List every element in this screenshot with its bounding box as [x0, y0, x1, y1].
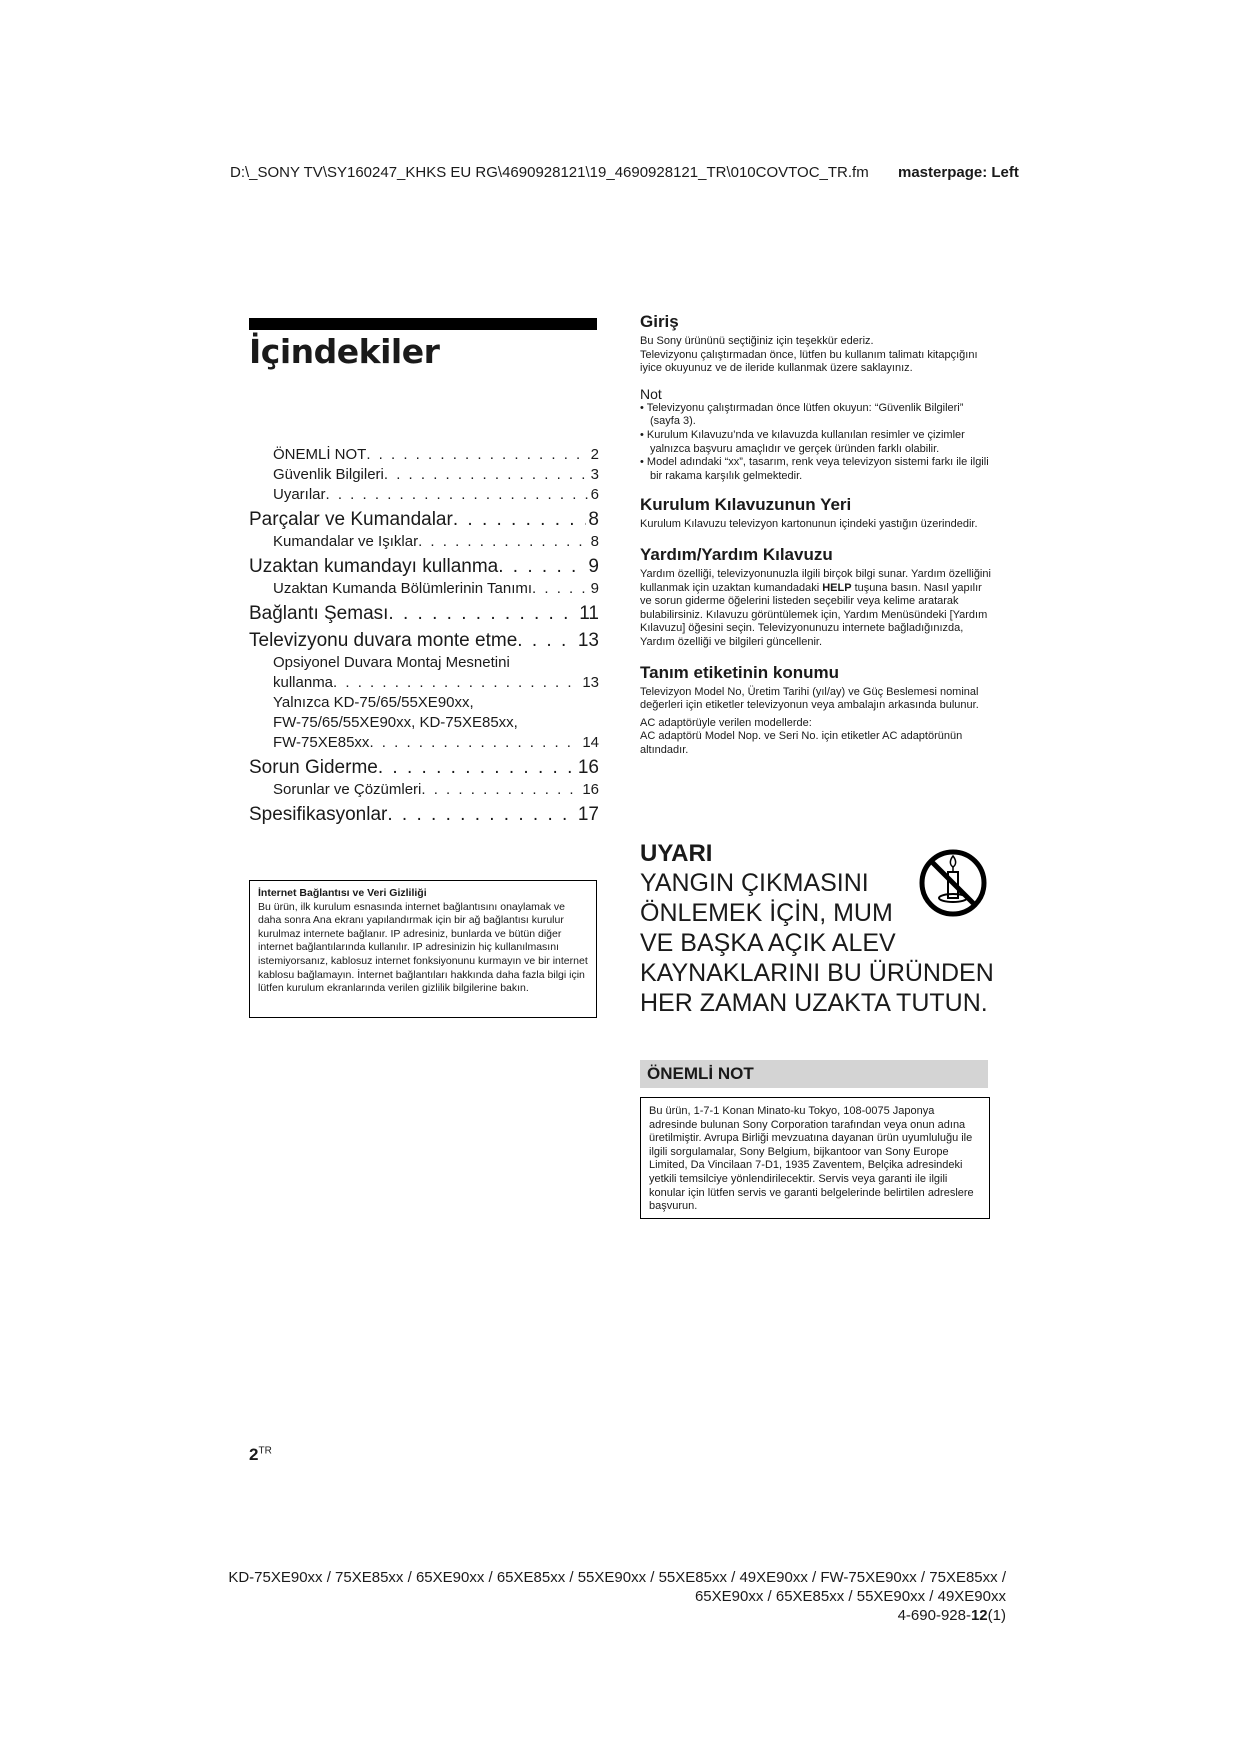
model-footer [228, 1568, 1006, 1625]
note-list [640, 402, 992, 484]
label-p1: Televizyon Model No, Üretim Tarihi (yıl/ay) ve Güç Beslemesi nominal değerleri için etiketler televizyonun veya ambalajın arkasında bulunur. [640, 685, 979, 712]
footer-line2: 65XE90xx / 65XE85xx / 55XE90xx / 49XE90xx [694, 1588, 1006, 1605]
intro-p2: Televizyonu çalıştırmadan önce, lütfen bu kullanım talimatı kitapçığını iyice okuyunuz ve de ileride kullanmak üzere saklayınız. [640, 348, 978, 375]
toc-item[interactable]: FW-75XE85xx . . . 14 [249, 733, 599, 753]
privacy-body: Bu ürün, ilk kurulum esnasında internet bağlantısını onaylamak ve daha sonra Ana ekranı yapılandırmak için bir ağ bağlantısı kurulur kurulmaz internete bağlanır. IP adresiniz, bunlarda ve bütün diğer internet bağlantılarında kullanılır. IP adresinizin hiç kullanılmasını istemiyorsanız, kablosuz internet fonksiyonunu kurmayın ve bir internet kablosu bağlamayın. İnternet bağlantıları hakkında daha fazla bilgi için lütfen kurulum ekranlarında verilen gizlilik bilgilerine bakın. [258, 900, 588, 995]
footer-line1: KD-75XE90xx / 75XE85xx / 65XE90xx / 65XE85xx / 55XE90xx / 55XE85xx / 49XE90xx / FW-75XE90xx / 75XE85xx / [228, 1569, 1006, 1586]
intro-p1: Bu Sony ürününü seçtiğiniz için teşekkür ederiz. [640, 335, 874, 347]
intro-section [640, 312, 992, 757]
footer-code: 4-690-928-12(1) [897, 1607, 1006, 1624]
note-item: • Model adındaki “xx”, tasarım, renk veya televizyon sistemi farkı ile ilgili bir rakama karşılık gelmektedir. [640, 456, 989, 482]
note-item: • Kurulum Kılavuzu’nda ve kılavuzda kullanılan resimler ve çizimler yalnızca başvuru amaçlıdır ve gerçek üründen farklı olabilir. [640, 428, 965, 455]
setup-body: Kurulum Kılavuzu televizyon kartonunun içindeki yastığın üzerindedir. [640, 518, 978, 531]
privacy-title: İnternet Bağlantısı ve Veri Gizliliği [258, 887, 427, 899]
toc-section[interactable]: Uzaktan kumandayı kullanma . . . 9 [249, 554, 599, 579]
toc-item[interactable]: Sorunlar ve Çözümleri . . . 16 [249, 780, 599, 800]
warning-text: YANGIN ÇIKMASINI ÖNLEMEK İÇİN, MUM VE BAŞKA AÇIK ALEV KAYNAKLARINI BU ÜRÜNDEN HER ZAMAN UZAKTA TUTUN. [640, 869, 994, 1017]
masterpage-label: masterpage: Left [898, 164, 1019, 181]
toc-item[interactable]: Güvenlik Bilgileri . . . 3 [249, 465, 599, 485]
toc-section[interactable]: Televizyonu duvara monte etme . . . 13 [249, 628, 599, 653]
toc-item[interactable]: Uzaktan Kumanda Bölümlerinin Tanımı . . . 9 [249, 579, 599, 599]
note-item: • Televizyonu çalıştırmadan önce lütfen okuyun: “Güvenlik Bilgileri” (sayfa 3). [640, 401, 964, 428]
toc-title: İçindekiler [249, 332, 440, 371]
no-candle-icon [918, 848, 988, 918]
toc-section[interactable]: Sorun Giderme . . . 16 [249, 755, 599, 780]
help-title: Yardım/Yardım Kılavuzu [640, 544, 833, 564]
toc-section[interactable]: Spesifikasyonlar . . . 17 [249, 802, 599, 827]
toc-item[interactable]: kullanma . . . 13 [249, 673, 599, 693]
table-of-contents [249, 445, 599, 827]
toc-item-line: FW-75/65/55XE90xx, KD-75XE85xx, [273, 714, 518, 731]
privacy-box [249, 880, 597, 1018]
toc-title-bar [249, 318, 597, 330]
page-number: $2^{TR}$ [249, 1445, 272, 1464]
important-note-title: ÖNEMLİ NOT [640, 1060, 988, 1088]
setup-title: Kurulum Kılavuzunun Yeri [640, 495, 852, 515]
toc-section[interactable]: Bağlantı Şeması . . . 11 [249, 601, 599, 626]
toc-item-line: Opsiyonel Duvara Montaj Mesnetini [273, 654, 510, 671]
important-note-body: Bu ürün, 1-7-1 Konan Minato-ku Tokyo, 108-0075 Japonya adresinde bulunan Sony Corporation tarafından veya onun adına üretilmiştir. Avrupa Birliği mevzuatına dayanan ürün uyumluluğu ile ilgili sorgulamalar, Sony Belgium, bijkantoor van Sony Europe Limited, Da Vincilaan 7-D1, 1935 Zaventem, Belçika adresindeki yetkili temsilciye yönlendirilecektir. Servis veya garanti ile ilgili konular için lütfen servis ve garanti belgelerinde belirtilen adreslere başvurun. [640, 1097, 990, 1219]
label-title: Tanım etiketinin konumu [640, 662, 839, 682]
toc-item-line: Yalnızca KD-75/65/55XE90xx, [273, 694, 474, 711]
label-p3: AC adaptörü Model Nop. ve Seri No. için etiketler AC adaptörünün altındadır. [640, 730, 963, 756]
note-title: Not [640, 385, 662, 402]
toc-item[interactable]: ÖNEMLİ NOT . . . 2 [249, 445, 599, 465]
intro-title: Giriş [640, 312, 679, 331]
help-body: Yardım özelliği, televizyonunuzla ilgili birçok bilgi sunar. Yardım özelliğini kullanmak için uzaktan kumandadaki HELP tuşuna basın. Nasıl yapılır ve sorun giderme öğelerini listeden seçebilir veya kelime aratarak bulabilirsiniz. Kılavuzu görüntülemek için, Yardım Menüsündeki [Yardım Kılavuzu] öğesini seçin. Televizyonunuzu internete bağladığınızda, Yardım özelliği ve bilgileri güncellenir. [640, 567, 991, 648]
toc-item[interactable]: Kumandalar ve Işıklar . . . 8 [249, 532, 599, 552]
toc-section[interactable]: Parçalar ve Kumandalar . . . 8 [249, 507, 599, 532]
file-path: D:\_SONY TV\SY160247_KHKS EU RG\4690928121\19_4690928121_TR\010COVTOC_TR.fm [230, 164, 869, 181]
toc-item[interactable]: Uyarılar . . . 6 [249, 485, 599, 505]
warning-title: UYARI [640, 840, 713, 867]
label-p2: AC adaptörüyle verilen modellerde: [640, 716, 812, 729]
